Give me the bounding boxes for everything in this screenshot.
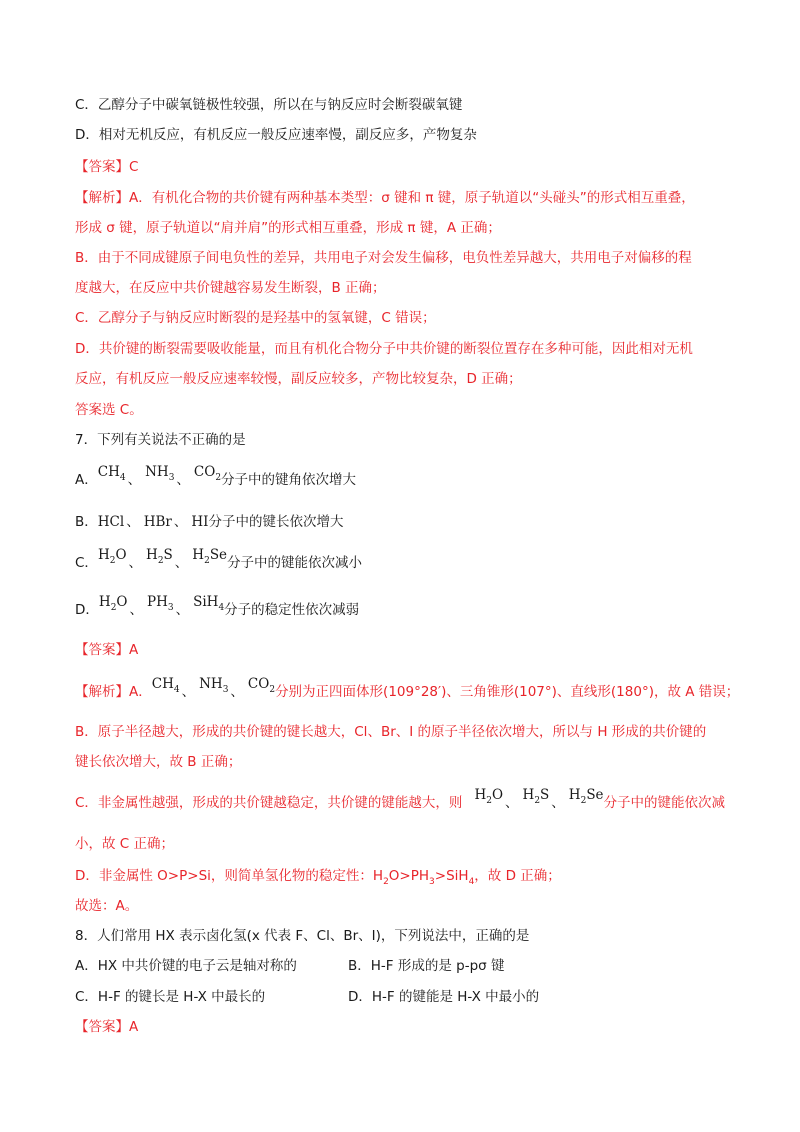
- formula-nh3: $NH_3$: [199, 676, 229, 695]
- q7-answer: 【答案】A: [75, 642, 139, 658]
- q6-analysis-b-line2: 度越大，在反应中共价键越容易发生断裂，B 正确；: [75, 280, 386, 296]
- q7-option-a: A．$CH_4$ 、 $NH_3$ 、 $CO_2$分子中的键角依次增大: [75, 464, 357, 488]
- formula-h2s: $H_2S$: [522, 787, 550, 806]
- formula-h2se: $H_2Se$: [192, 547, 228, 566]
- q8-answer: 【答案】A: [75, 1019, 139, 1035]
- formula-h2o: $H_2O$: [97, 547, 127, 566]
- q7-conclusion: 故选：A。: [75, 898, 139, 914]
- q7-analysis-b-line1: B．原子半径越大，形成的共价键的键长越大，Cl、Br、I 的原子半径依次增大，所以与 H 形成的共价键的: [75, 724, 707, 740]
- q6-option-c: C．乙醇分子中碳氧链极性较强，所以在与钠反应时会断裂碳氧键: [75, 97, 463, 113]
- formula-h2se: $H_2Se$: [568, 787, 604, 806]
- formula-hi: HI: [191, 514, 209, 530]
- q6-analysis-a-line2: 形成 σ 键，原子轨道以“肩并肩”的形式相互重叠，形成 π 键，A 正确；: [75, 220, 501, 236]
- formula-ch4: $CH_4$: [97, 464, 126, 483]
- q7-option-b: B．HCl 、 HBr 、 HI分子中的键长依次增大: [75, 514, 344, 530]
- formula-ph3: $PH_3$: [147, 594, 174, 613]
- q7-option-c: C．$H_2O$ 、 $H_2S$ 、 $H_2Se$分子中的键能依次减小: [75, 547, 363, 571]
- q7-analysis-d: D．非金属性 O>P>Si，则简单氢化物的稳定性：$H_2O>PH_3>SiH_4$，故 D 正确；: [75, 868, 561, 887]
- q8-option-a: A．HX 中共价键的电子云是轴对称的: [75, 958, 297, 974]
- q7-option-d: D．$H_2O$ 、 $PH_3$ 、 SiH$_4$分子的稳定性依次减弱: [75, 594, 360, 618]
- q6-option-d: D．相对无机反应，有机反应一般反应速率慢，副反应多，产物复杂: [75, 127, 477, 143]
- q8-option-c: C．H-F 的键长是 H-X 中最长的: [75, 989, 266, 1005]
- q6-conclusion: 答案选 C。: [75, 402, 143, 418]
- formula-hbr: HBr: [143, 514, 172, 530]
- q6-analysis-d-line2: 反应，有机反应一般反应速率较慢，副反应较多，产物比较复杂，D 正确；: [75, 371, 522, 387]
- q6-analysis-d-line1: D．共价键的断裂需要吸收能量，而且有机化合物分子中共价键的断裂位置存在多种可能，因此相对无机: [75, 341, 693, 357]
- q7-analysis-c-line2: 小，故 C 正确；: [75, 836, 175, 852]
- formula-h2s: $H_2S$: [146, 547, 173, 566]
- formula-h2o: $H_2O$: [98, 594, 128, 613]
- formula-co2: $CO_2$: [193, 464, 222, 483]
- q6-analysis-b-line1: B．由于不同成键原子间电负性的差异，共用电子对会发生偏移，电负性差异越大，共用电子对偏移的程: [75, 250, 692, 266]
- q7-stem: 7．下列有关说法不正确的是: [75, 432, 246, 448]
- q8-option-d: D．H-F 的键能是 H-X 中最小的: [348, 989, 540, 1005]
- q8-option-b: B．H-F 形成的是 p-pσ 键: [348, 958, 505, 974]
- q7-analysis-b-line2: 键长依次增大，故 B 正确；: [75, 754, 242, 770]
- formula-h2o: $H_2O$: [474, 787, 504, 806]
- q6-analysis-a-line1: 【解析】A．有机化合物的共价键有两种基本类型：σ 键和 π 键，原子轨道以“头碰头”的形式相互重叠，: [75, 190, 695, 206]
- formula-sih4: SiH$_4$: [193, 594, 225, 613]
- formula-hcl: HCl: [97, 514, 125, 530]
- formula-ch4: $CH_4$: [151, 676, 180, 695]
- q6-answer: 【答案】C: [75, 159, 139, 175]
- q7-analysis-a: 【解析】A．$CH_4$ 、 $NH_3$ 、 $CO_2$分别为正四面体形(109°28′)、三角锥形(107°)、直线形(180°)，故 A 错误；: [75, 676, 740, 700]
- q6-analysis-c: C．乙醇分子与钠反应时断裂的是羟基中的氢氧键，C 错误；: [75, 310, 436, 326]
- q7-analysis-c-line1: C．非金属性越强，形成的共价键越稳定，共价键的键能越大，则 $H_2O$ 、 $H_2S$ 、 $H_2Se$分子中的键能依次减: [75, 787, 726, 811]
- q8-stem: 8．人们常用 HX 表示卤化氢(x 代表 F、Cl、Br、I)，下列说法中，正确的是: [75, 928, 530, 944]
- formula-co2: $CO_2$: [247, 676, 276, 695]
- formula-nh3: $NH_3$: [145, 464, 175, 483]
